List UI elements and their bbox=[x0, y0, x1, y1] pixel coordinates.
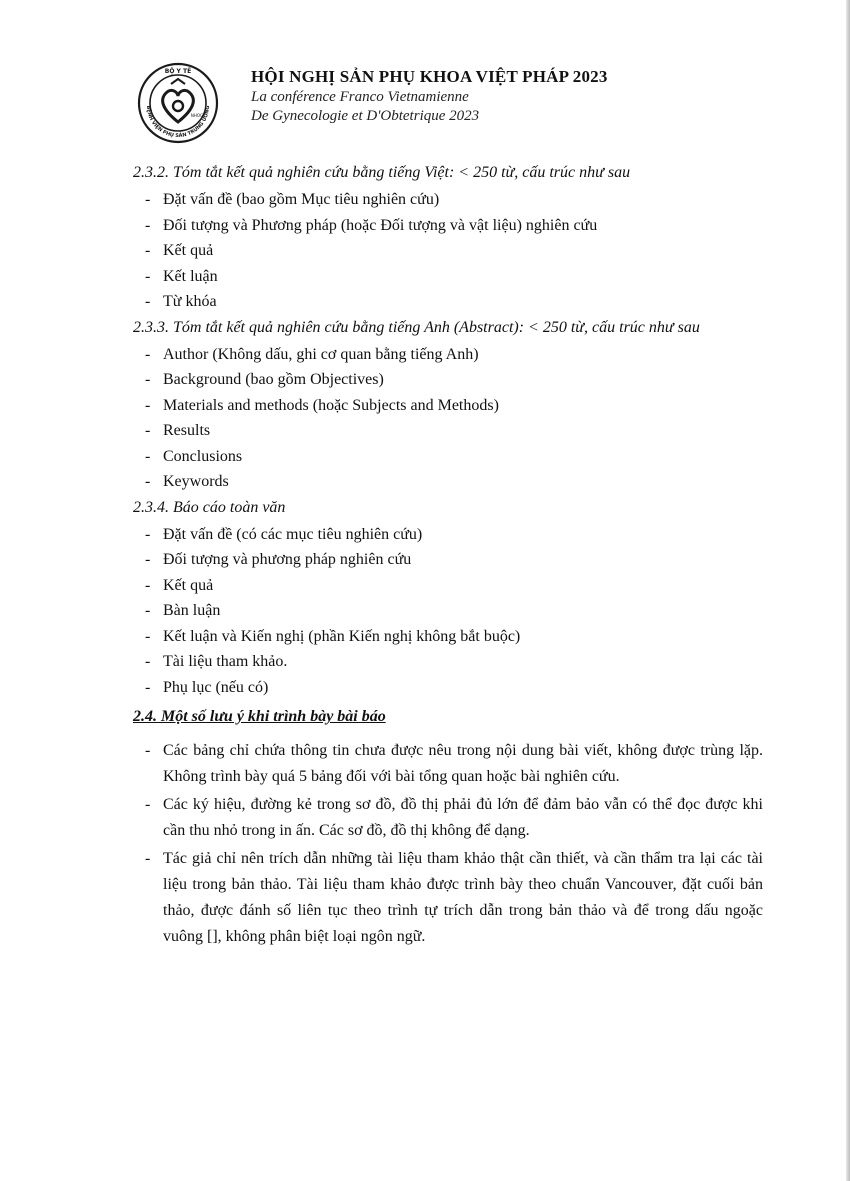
list-item: - Tài liệu tham khảo. bbox=[145, 653, 288, 670]
svg-text:BỆNH VIỆN PHỤ SẢN TRUNG ƯƠNG: BỆNH VIỆN PHỤ SẢN TRUNG ƯƠNG bbox=[144, 105, 212, 140]
list-item: - Background (bao gồm Objectives) bbox=[145, 371, 384, 388]
note-paragraph: - Các bảng chỉ chứa thông tin chưa được nêu trong nội dung bài viết, không được trùng lặp. Không trình bày quá 5 bảng đối với bài tổng quan hoặc bài nghiên cứu. bbox=[145, 742, 763, 785]
section-heading-2-3-3: 2.3.3. Tóm tắt kết quả nghiên cứu bằng tiếng Anh (Abstract): < 250 từ, cấu trúc như sau bbox=[133, 318, 700, 336]
list-item: - Keywords bbox=[145, 473, 229, 490]
section-heading-2-4: 2.4. Một số lưu ý khi trình bày bài báo bbox=[133, 708, 386, 725]
section-list-2-3-4 bbox=[133, 522, 763, 701]
svg-text:NHOG: NHOG bbox=[190, 113, 204, 118]
header-text bbox=[251, 66, 731, 126]
section-heading-2-3-4: 2.3.4. Báo cáo toàn văn bbox=[133, 498, 286, 516]
section-list-2-3-2 bbox=[133, 187, 763, 315]
list-item: - Bàn luận bbox=[145, 602, 221, 619]
list-item: - Author (Không dấu, ghi cơ quan bằng tiếng Anh) bbox=[145, 345, 479, 363]
section-list-2-3-3 bbox=[133, 342, 763, 495]
list-item: - Đối tượng và phương pháp nghiên cứu bbox=[145, 551, 412, 568]
list-item: - Materials and methods (hoặc Subjects and Methods) bbox=[145, 396, 499, 414]
document-header bbox=[137, 62, 737, 142]
list-item: - Kết luận và Kiến nghị (phần Kiến nghị không bắt buộc) bbox=[145, 627, 521, 645]
hospital-logo-icon bbox=[137, 62, 219, 144]
document-body bbox=[133, 160, 763, 952]
note-paragraph: - Các ký hiệu, đường kẻ trong sơ đồ, đồ thị phải đủ lớn để đảm bảo vẫn có thể đọc được khi cần thu nhỏ trong in ấn. Các sơ đồ, đồ thị không để dạng. bbox=[145, 796, 763, 839]
list-item: - Đối tượng và Phương pháp (hoặc Đối tượng và vật liệu) nghiên cứu bbox=[145, 216, 598, 234]
notes-list bbox=[133, 738, 763, 950]
svg-text:BỘ Y TẾ: BỘ Y TẾ bbox=[164, 68, 192, 75]
list-item: - Đặt vấn đề (bao gồm Mục tiêu nghiên cứu) bbox=[145, 191, 440, 208]
section-heading-2-3-2: 2.3.2. Tóm tắt kết quả nghiên cứu bằng tiếng Việt: < 250 từ, cấu trúc như sau bbox=[133, 164, 631, 181]
note-paragraph: - Tác giả chỉ nên trích dẫn những tài liệu tham khảo thật cần thiết, và cần thẩm tra lại các tài liệu trong bản thảo. Tài liệu tham khảo được trình bày theo chuẩn Vancouver, đặt cuối bản thảo, được đánh số liên tục theo trình tự trích dẫn trong bản thảo và để trong dấu ngoặc vuông [], không phân biệt loại ngôn ngữ. bbox=[145, 850, 763, 945]
list-item: - Results bbox=[145, 422, 211, 439]
page-edge bbox=[846, 0, 850, 1181]
list-item: - Conclusions bbox=[145, 447, 243, 465]
list-item: - Kết luận bbox=[145, 267, 218, 285]
conference-subtitle-line1: La conférence Franco Vietnamienne bbox=[251, 89, 469, 105]
list-item: - Phụ lục (nếu có) bbox=[145, 678, 269, 696]
list-item: - Đặt vấn đề (có các mục tiêu nghiên cứu) bbox=[145, 525, 423, 543]
list-item: - Từ khóa bbox=[145, 293, 217, 310]
conference-title: HỘI NGHỊ SẢN PHỤ KHOA VIỆT PHÁP 2023 bbox=[251, 67, 608, 86]
conference-subtitle-line2: De Gynecologie et D'Obtetrique 2023 bbox=[251, 108, 480, 124]
list-item: - Kết quả bbox=[145, 576, 214, 594]
list-item: - Kết quả bbox=[145, 242, 214, 259]
